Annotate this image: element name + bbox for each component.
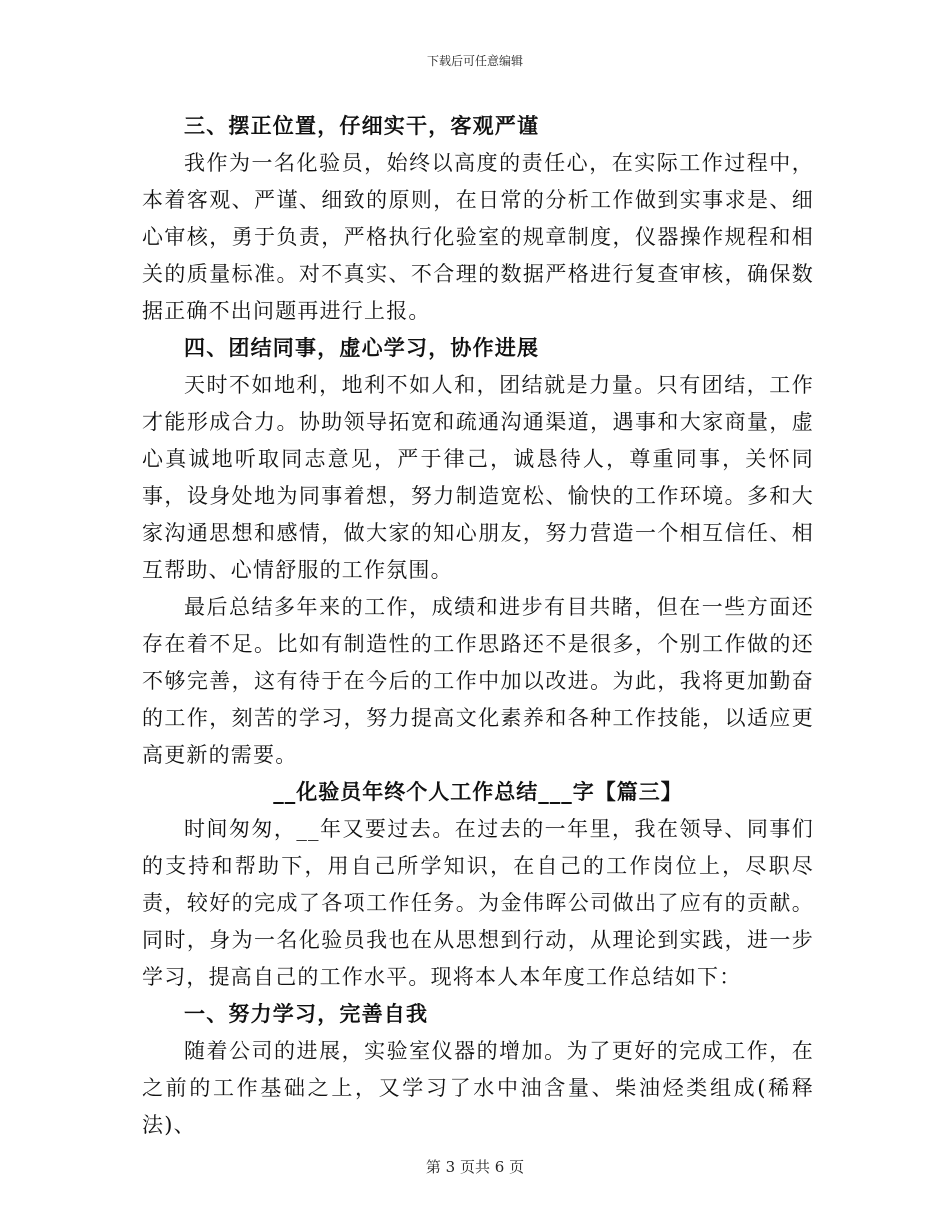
page-footer: 第 3 页共 6 页 bbox=[425, 1158, 525, 1176]
paragraph: 时间匆匆，__年又要过去。在过去的一年里，我在领导、同事们的支持和帮助下，用自己所学知识，在自己的工作岗位上，尽职尽责，较好的完成了各项工作任务。为金伟晖公司做出了应有的贡献。同时，身为一名化验员我也在从思想到行动，从理论到实践，进一步学习，提高自己的工作水平。现将本人本年度工作总结如下： bbox=[142, 817, 814, 989]
paragraph: 最后总结多年来的工作，成绩和进步有目共睹，但在一些方面还存在着不足。比如有制造性的工作思路还不是很多，个别工作做的还不够完善，这有待于在今后的工作中加以改进。为此，我将更加勤奋的工作，刻苦的学习，努力提高文化素养和各种工作技能，以适应更高更新的需要。 bbox=[142, 595, 814, 767]
section-heading-4: 四、团结同事，虚心学习，协作进展 bbox=[184, 336, 540, 360]
document-body bbox=[142, 108, 814, 1144]
paragraph: 我作为一名化验员，始终以高度的责任心，在实际工作过程中，本着客观、严谨、细致的原则，在日常的分析工作做到实事求是、细心审核，勇于负责，严格执行化验室的规章制度，仪器操作规程和相关的质量标准。对不真实、不合理的数据严格进行复查审核，确保数据正确不出问题再进行上报。 bbox=[142, 151, 814, 323]
paragraph: 随着公司的进展，实验室仪器的增加。为了更好的完成工作，在之前的工作基础之上，又学习了水中油含量、柴油烃类组成(稀释法)、 bbox=[142, 1039, 814, 1137]
section-heading-3: 三、摆正位置，仔细实干，客观严谨 bbox=[184, 114, 540, 138]
paragraph: 天时不如地利，地利不如人和，团结就是力量。只有团结，工作才能形成合力。协助领导拓宽和疏通沟通渠道，遇事和大家商量，虚心真诚地听取同志意见，严于律己，诚恳待人，尊重同事，关怀同事，设身处地为同事着想，努力制造宽松、愉快的工作环境。多和大家沟通思想和感情，做大家的知心朋友，努力营造一个相互信任、相互帮助、心情舒服的工作氛围。 bbox=[142, 373, 814, 582]
section-heading-1: 一、努力学习，完善自我 bbox=[184, 1002, 429, 1026]
page-header: 下载后可任意编辑 bbox=[426, 54, 523, 68]
article-title: __化验员年终个人工作总结___字【篇三】 bbox=[273, 780, 683, 804]
